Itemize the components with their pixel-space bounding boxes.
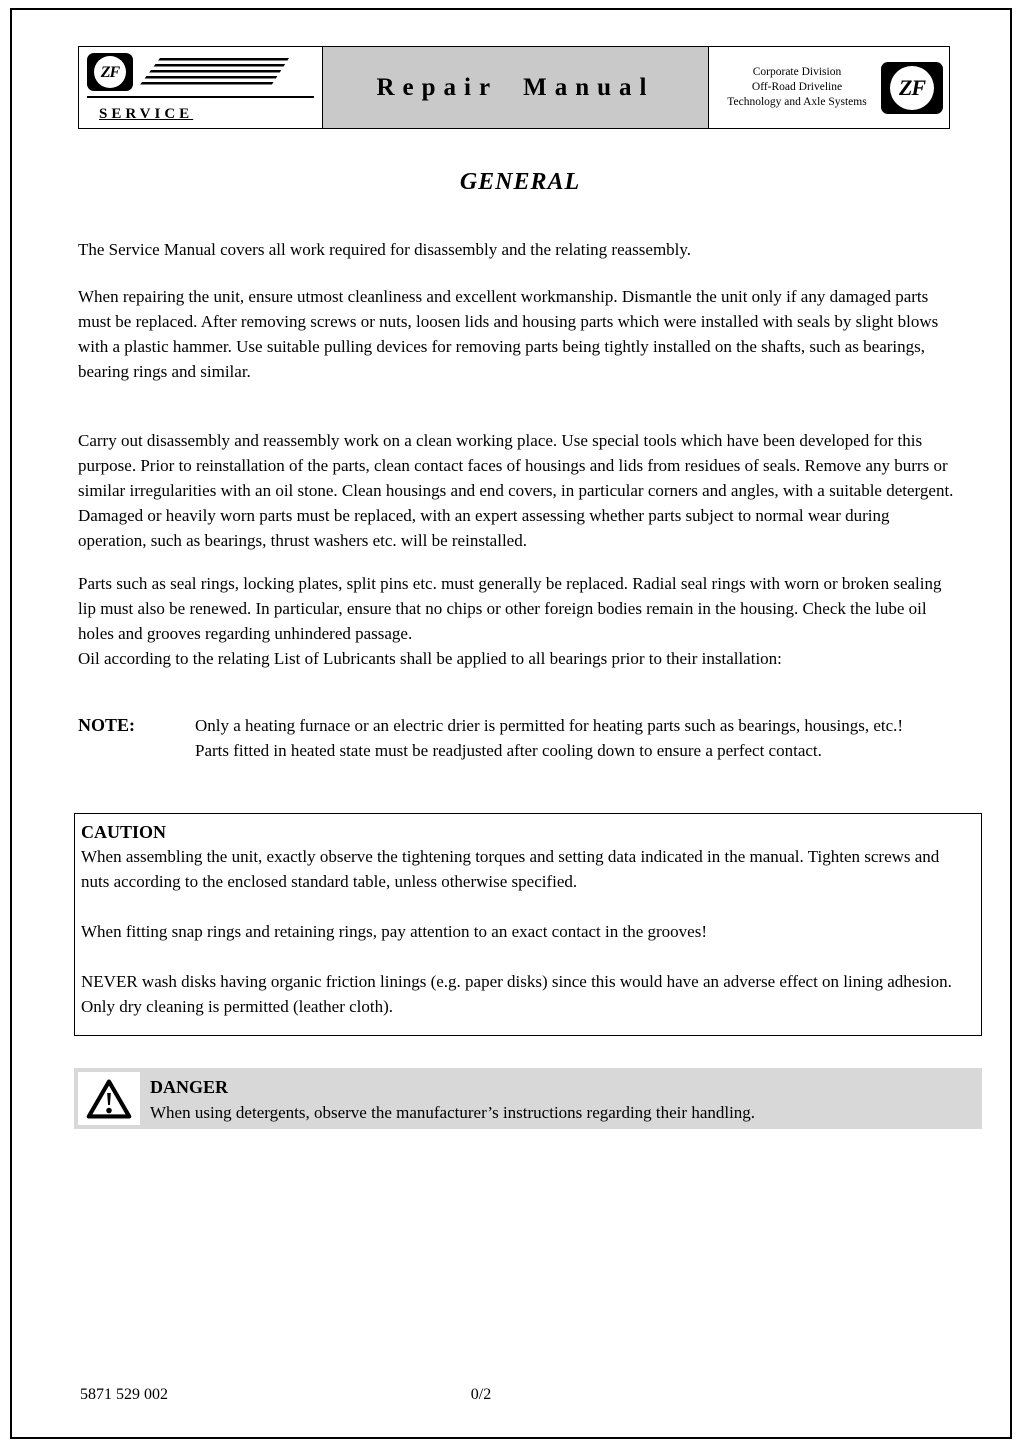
zf-logo-icon — [87, 53, 133, 91]
zf-logo-icon — [881, 62, 943, 114]
warning-icon-box — [78, 1072, 140, 1125]
header-title-box — [323, 46, 709, 129]
division-text — [713, 65, 881, 110]
note-line: Parts fitted in heated state must be readjusted after cooling down to ensure a perfect contact. — [195, 741, 822, 760]
caution-paragraph: When assembling the unit, exactly observe the tightening torques and setting data indicated in the manual. Tighten screws and nuts according to the enclosed standard table, unless otherwise specified. — [81, 847, 940, 891]
danger-title: DANGER — [150, 1077, 229, 1097]
body-paragraph-line: Parts such as seal rings, locking plates, split pins etc. must generally be replaced. Radial seal rings with worn or broken sealing lip must also be renewed. In particular, ensure that no chips or other foreign bodies remain in the housing. Check the lube oil holes and grooves regarding unhindered passage. — [78, 574, 942, 643]
page-content — [12, 10, 1010, 1437]
service-row — [87, 96, 314, 125]
note-label: NOTE: — [78, 715, 136, 735]
body-paragraph-line: Oil according to the relating List of Lubricants shall be applied to all bearings prior to their installation: — [78, 649, 782, 668]
document-number: 5871 529 002 — [80, 1386, 168, 1403]
body-paragraph: Carry out disassembly and reassembly work on a clean working place. Use special tools which have been developed for this purpose. Prior to reinstallation of the parts, clean contact faces of housings and lids from residues of seals. Remove any burrs or similar irregularities with an oil stone. Clean housings and end covers, in particular corners and angles, with a suitable detergent. Damaged or heavily worn parts must be replaced, with an expert assessing whether parts subject to normal wear during operation, such as bearings, thrust washers etc. will be reinstalled. — [78, 431, 954, 550]
note-block — [78, 713, 962, 763]
body-paragraph — [78, 571, 962, 671]
caution-paragraph: When fitting snap rings and retaining rings, pay attention to an exact contact in the grooves! — [81, 922, 707, 941]
speed-lines-icon — [139, 58, 289, 86]
zf-service-mark — [87, 52, 314, 92]
zf-logo-text: ZF — [100, 63, 120, 81]
zf-logo-text: ZF — [898, 75, 926, 100]
page-footer — [12, 1386, 1010, 1411]
caution-paragraph: NEVER wash disks having organic friction linings (e.g. paper disks) since this would have an adverse effect on lining adhesion. — [81, 972, 952, 991]
danger-text: When using detergents, observe the manufacturer’s instructions regarding their handling. — [150, 1103, 756, 1122]
caution-paragraph: Only dry cleaning is permitted (leather cloth). — [81, 997, 394, 1016]
note-line: Only a heating furnace or an electric drier is permitted for heating parts such as bearings, housings, etc.! — [195, 716, 904, 735]
note-text — [195, 713, 962, 763]
warning-triangle-icon — [86, 1078, 132, 1120]
division-line: Corporate Division — [752, 66, 842, 78]
page-number: 0/2 — [470, 1386, 492, 1403]
service-label: SERVICE — [99, 106, 194, 122]
body-paragraph: The Service Manual covers all work required for disassembly and the relating reassembly. — [78, 240, 692, 259]
caution-title: CAUTION — [81, 822, 167, 842]
manual-title: Repair Manual — [376, 74, 655, 101]
danger-body — [150, 1072, 755, 1125]
division-line: Off-Road Driveline — [751, 81, 843, 93]
header-service-box — [78, 46, 323, 129]
body-paragraph: When repairing the unit, ensure utmost cleanliness and excellent workmanship. Dismantle the unit only if any damaged parts must be replaced. After removing screws or nuts, loosen lids and housing parts which were installed with seals by slight blows with a plastic hammer. Use suitable pulling devices for removing parts being tightly installed on the shafts, such as bearings, bearing rings and similar. — [78, 287, 939, 381]
danger-box — [74, 1068, 982, 1129]
page-header — [78, 46, 950, 129]
header-division-box — [709, 46, 950, 129]
caution-box — [74, 813, 982, 1036]
page — [10, 8, 1012, 1439]
division-line: Technology and Axle Systems — [727, 96, 867, 108]
page-title: GENERAL — [459, 169, 581, 195]
